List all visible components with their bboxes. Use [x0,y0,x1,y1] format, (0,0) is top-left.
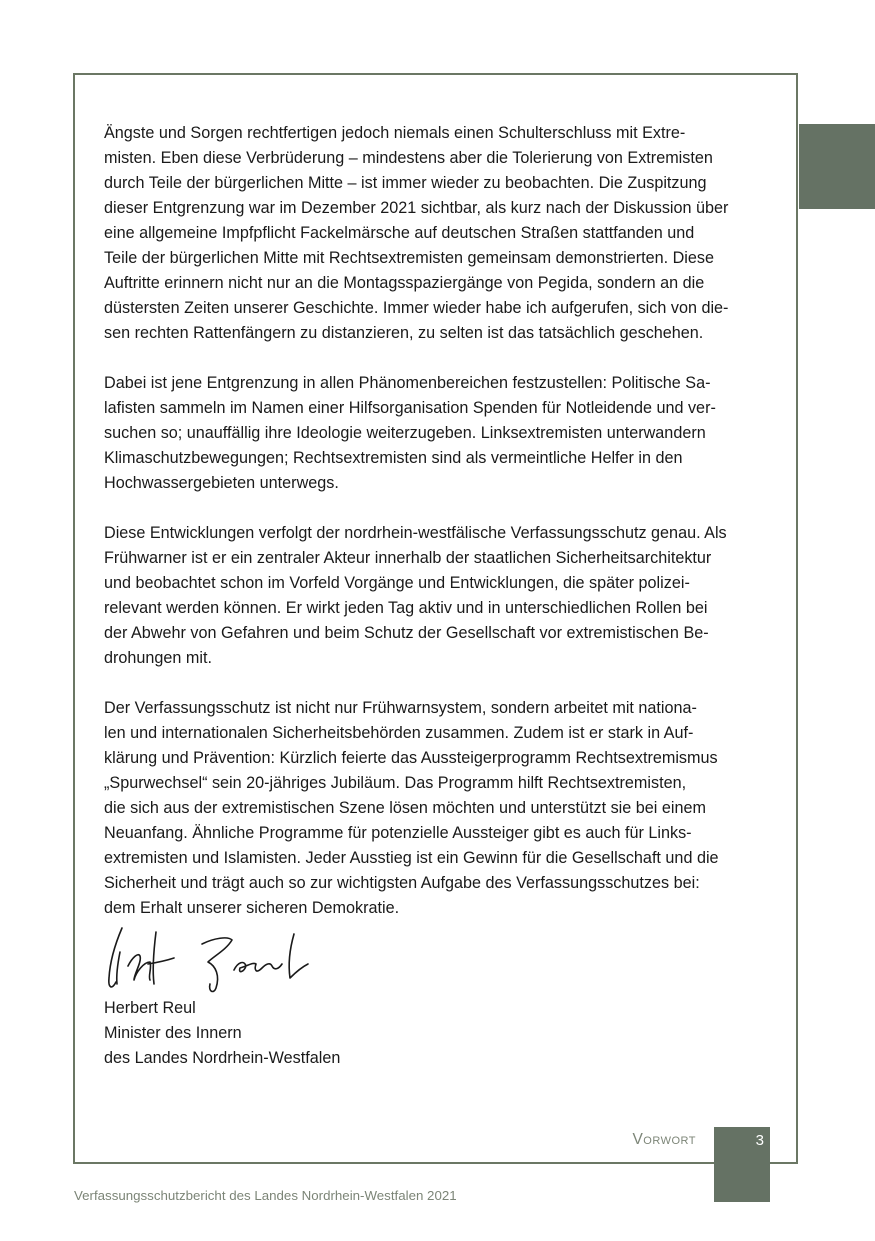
text-line: relevant werden können. Er wirkt jeden Tag aktiv und in unterschiedlichen Rollen bei [104,599,708,617]
text-line: Klimaschutzbewegungen; Rechtsextremisten sind als vermeintliche Helfer in den [104,449,683,467]
footer-text: Verfassungsschutzbericht des Landes Nordrhein-Westfalen 2021 [74,1188,457,1203]
text-line: Neuanfang. Ähnliche Programme für potenzielle Aussteiger gibt es auch für Links- [104,824,692,842]
paragraph-2 [104,371,774,496]
text-line: misten. Eben diese Verbrüderung – mindestens aber die Tolerierung von Extremisten [104,149,713,167]
side-tab-marker [799,124,875,209]
author-name: Herbert Reul [104,999,196,1017]
text-line: suchen so; unauffällig ihre Ideologie weiterzugeben. Linksextremisten unterwandern [104,424,706,442]
text-line: Der Verfassungsschutz ist nicht nur Frühwarnsystem, sondern arbeitet mit nationa- [104,699,697,717]
text-line: eine allgemeine Impfpflicht Fackelmärsche auf deutschen Straßen stattfanden und [104,224,695,242]
text-line: Sicherheit und trägt auch so zur wichtigsten Aufgabe des Verfassungsschutzes bei: [104,874,700,892]
page-number-block [714,1127,770,1202]
text-line: und beobachtet schon im Vorfeld Vorgänge und Entwicklungen, die später polizei- [104,574,690,592]
section-label: Vorwort [632,1131,696,1148]
text-line: düstersten Zeiten unserer Geschichte. Immer wieder habe ich aufgerufen, sich von die- [104,299,729,317]
text-line: klärung und Prävention: Kürzlich feierte das Aussteigerprogramm Rechtsextremismus [104,749,718,767]
author-title: Minister des Innern [104,1024,242,1042]
handwritten-signature [104,922,320,994]
text-line: Diese Entwicklungen verfolgt der nordrhein-westfälische Verfassungsschutz genau. Als [104,524,727,542]
text-line: der Abwehr von Gefahren und beim Schutz der Gesellschaft vor extremistischen Be- [104,624,709,642]
text-line: extremisten und Islamisten. Jeder Ausstieg ist ein Gewinn für die Gesellschaft und die [104,849,719,867]
paragraph-3 [104,521,774,671]
text-line: „Spurwechsel“ sein 20-jähriges Jubiläum. Das Programm hilft Rechtsextremisten, [104,774,687,792]
author-state: des Landes Nordrhein-Westfalen [104,1049,341,1067]
text-line: Dabei ist jene Entgrenzung in allen Phänomenbereichen festzustellen: Politische Sa- [104,374,711,392]
text-line: drohungen mit. [104,649,212,667]
text-line: lafisten sammeln im Namen einer Hilfsorganisation Spenden für Notleidende und ver- [104,399,716,417]
text-line: durch Teile der bürgerlichen Mitte – ist immer wieder zu beobachten. Die Zuspitzung [104,174,707,192]
text-line: dieser Entgrenzung war im Dezember 2021 sichtbar, als kurz nach der Diskussion über [104,199,729,217]
signoff-block [104,996,340,1071]
paragraph-1 [104,121,774,346]
body-text [104,121,774,946]
text-line: die sich aus der extremistischen Szene lösen möchten und unterstützt sie bei einem [104,799,706,817]
page-number: 3 [755,1132,764,1149]
text-line: sen rechten Rattenfängern zu distanzieren, zu selten ist das tatsächlich geschehen. [104,324,704,342]
text-line: dem Erhalt unserer sicheren Demokratie. [104,899,400,917]
text-line: Frühwarner ist er ein zentraler Akteur innerhalb der staatlichen Sicherheitsarchitektur [104,549,712,567]
text-line: Hochwassergebieten unterwegs. [104,474,339,492]
text-line: Teile der bürgerlichen Mitte mit Rechtsextremisten gemeinsam demonstrierten. Diese [104,249,714,267]
text-line: Auftritte erinnern nicht nur an die Montagsspaziergänge von Pegida, sondern an die [104,274,705,292]
paragraph-4 [104,696,774,921]
text-line: Ängste und Sorgen rechtfertigen jedoch niemals einen Schulterschluss mit Extre- [104,124,686,142]
text-line: len und internationalen Sicherheitsbehörden zusammen. Zudem ist er stark in Auf- [104,724,694,742]
